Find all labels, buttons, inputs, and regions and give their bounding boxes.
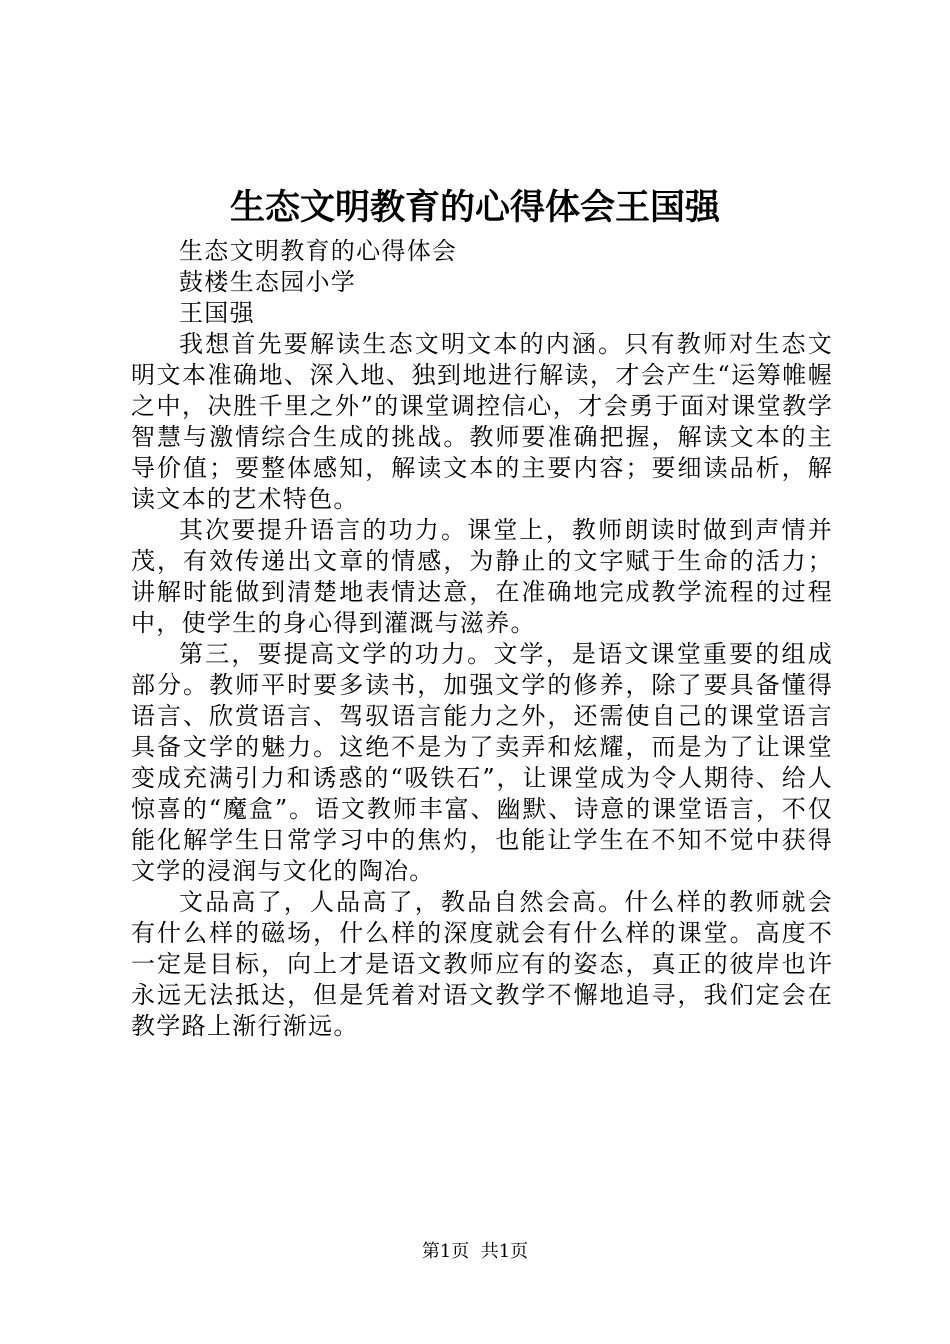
document-title: 生态文明教育的心得体会王国强 [229, 187, 720, 228]
subtitle-line: 生态文明教育的心得体会 [179, 237, 458, 265]
page-footer [0, 1240, 950, 1264]
page-number-label: 第1页 共1页 [421, 1241, 529, 1262]
paragraph-2: 其次要提升语言的功力。课堂上，教师朗读时做到声情并茂，有效传递出文章的情感，为静止的文字赋于生命的活力；讲解时能做到清楚地表情达意，在准确地完成教学流程的过程中，使学生的身心得到灌溉与滋养。 [131, 516, 833, 637]
author-line: 王国强 [179, 299, 255, 327]
document-body [131, 236, 833, 1042]
school-line: 鼓楼生态园小学 [179, 268, 357, 296]
paragraph-3: 第三，要提高文学的功力。文学，是语文课堂重要的组成部分。教师平时要多读书，加强文学的修养，除了要具备懂得语言、欣赏语言、驾驭语言能力之外，还需使自己的课堂语言具备文学的魅力。这绝不是为了卖弄和炫耀，而是为了让课堂变成充满引力和诱惑的“吸铁石”，让课堂成为令人期待、给人惊喜的“魔盒”。语文教师丰富、幽默、诗意的课堂语言，不仅能化解学生日常学习中的焦灼，也能让学生在不知不觉中获得文学的浸润与文化的陶冶。 [131, 640, 833, 885]
paragraph-4: 文品高了，人品高了，教品自然会高。什么样的教师就会有什么样的磁场，什么样的深度就会有什么样的课堂。高度不一定是目标，向上才是语文教师应有的姿态，真正的彼岸也许永远无法抵达，但是凭着对语文教学不懈地追寻，我们定会在教学路上渐行渐远。 [131, 888, 833, 1040]
paragraph-1: 我想首先要解读生态文明文本的内涵。只有教师对生态文明文本准确地、深入地、独到地进行解读，才会产生“运筹帷幄之中，决胜千里之外”的课堂调控信心，才会勇于面对课堂教学智慧与激情综合生成的挑战。教师要准确把握，解读文本的主导价值；要整体感知，解读文本的主要内容；要细读品析，解读文本的艺术特色。 [131, 330, 833, 513]
